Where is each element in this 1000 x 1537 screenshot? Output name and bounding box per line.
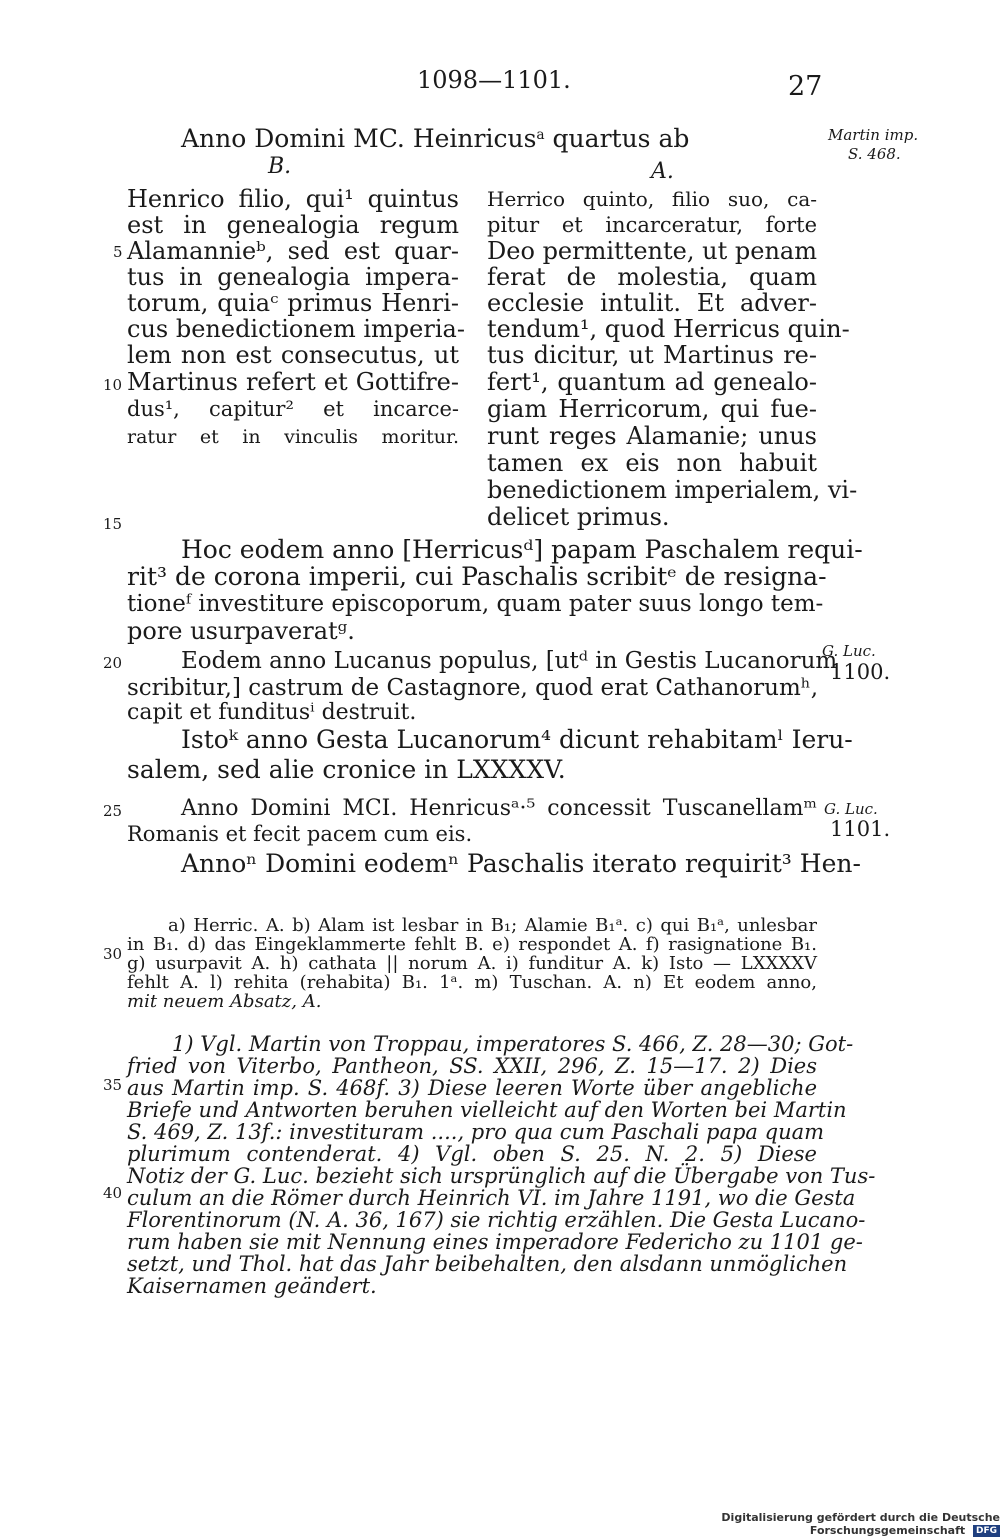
text-line: Hoc eodem anno [Herricusᵈ] papam Paschalem requi- xyxy=(181,535,863,564)
apparatus-line: in B₁. d) das Eingeklammerte fehlt B. e) respondet A. f) rasignatione B₁. xyxy=(127,934,817,955)
column-b-line: est in genealogia regum xyxy=(127,211,459,239)
text-line: tioneᶠ investiture episcoporum, quam pater suus longo tem- xyxy=(127,591,824,617)
footnote-line: rum haben sie mit Nennung eines imperadore Federicho zu 1101 ge- xyxy=(127,1230,863,1254)
text-line: Romanis et fecit pacem cum eis. xyxy=(127,822,473,846)
text-line: Eodem anno Lucanus populus, [utᵈ in Gestis Lucanorum xyxy=(181,648,838,674)
text-line: Anno Domini MCI. Henricusᵃ·⁵ concessit Tuscanellamᵐ xyxy=(181,796,817,821)
digitization-credit xyxy=(600,1511,1000,1537)
dfg-logo: DFG xyxy=(973,1525,1000,1537)
paragraph-anno-eodem: Annoⁿ Domini eodemⁿ Paschalis iterato requirit³ Hen- xyxy=(181,849,861,878)
column-a-line: delicet primus. xyxy=(487,503,670,531)
footnote-line: setzt, und Thol. hat das Jahr beibehalten, den alsdann unmöglichen xyxy=(127,1252,848,1276)
line-number: 35 xyxy=(103,1076,123,1094)
line-number: 15 xyxy=(103,515,123,533)
line-number: 30 xyxy=(103,945,123,963)
footnote-line: Florentinorum (N. A. 36, 167) sie richtig erzählen. Die Gesta Lucano- xyxy=(127,1208,866,1232)
column-b-line: dus¹, capitur² et incarce- xyxy=(127,397,459,421)
column-a-line: benedictionem imperialem, vi- xyxy=(487,476,858,504)
column-a-line: Herrico quinto, filio suo, ca- xyxy=(487,187,817,211)
column-a-line: giam Herricorum, qui fue- xyxy=(487,395,817,423)
footnote-line: Briefe und Antworten beruhen vielleicht auf den Worten bei Martin xyxy=(127,1098,847,1122)
column-b-line: cus benedictionem imperia- xyxy=(127,315,465,343)
column-a-line: pitur et incarceratur, forte xyxy=(487,213,817,237)
text-line: scribitur,] castrum de Castagnore, quod erat Cathanorumʰ, xyxy=(127,675,819,701)
entry-heading-mc: Anno Domini MC. Heinricus$^a$ quartus ab xyxy=(181,124,690,153)
text-line: capit et funditusⁱ destruit. xyxy=(127,700,417,725)
footnote-line: aus Martin imp. S. 468f. 3) Diese leeren Worte über angebliche xyxy=(127,1076,817,1100)
apparatus-line: g) usurpavit A. h) cathata || norum A. i) funditur A. k) Isto — LXXXXV xyxy=(127,953,817,974)
apparatus-line: fehlt A. l) rehita (rehabita) B₁. 1ᵃ. m) Tuschan. A. n) Et eodem anno, xyxy=(127,972,817,993)
digitization-credit-text: Digitalisierung gefördert durch die Deutsche Forschungsgemeinschaft xyxy=(721,1511,1000,1537)
footnote-line: culum an die Römer durch Heinrich VI. im Jahre 1191, wo die Gesta xyxy=(127,1186,856,1210)
footnote-line: plurimum contenderat. 4) Vgl. oben S. 25. N. 2. 5) Diese xyxy=(127,1142,817,1166)
margin-note-gluc-1-year: 1100. xyxy=(830,660,891,684)
footnote-line: 1) Vgl. Martin von Troppau, imperatores S. 466, Z. 28—30; Got- xyxy=(172,1032,854,1056)
column-a-line: tamen ex eis non habuit xyxy=(487,449,817,477)
line-number: 20 xyxy=(103,654,123,672)
column-a-line: tus dicitur, ut Martinus re- xyxy=(487,341,817,369)
page-number: 27 xyxy=(788,71,823,102)
column-a-line: ferat de molestia, quam xyxy=(487,263,817,291)
column-a-line: Deo permittente, ut penam xyxy=(487,237,817,265)
column-a-line: ecclesie intulit. Et adver- xyxy=(487,289,817,317)
text-line: salem, sed alie cronice in LXXXXV. xyxy=(127,755,566,784)
apparatus-line: a) Herric. A. b) Alam ist lesbar in B₁; Alamie B₁ᵃ. c) qui B₁ᵃ, unlesbar xyxy=(168,915,817,936)
apparatus-line: mit neuem Absatz, A. xyxy=(127,991,322,1012)
column-b-line: Martinus refert et Gottifre- xyxy=(127,368,459,396)
line-number: 40 xyxy=(103,1184,123,1202)
footnote-line: S. 469, Z. 13f.: investituram ...., pro qua cum Paschali papa quam xyxy=(127,1120,825,1144)
column-a-line: runt reges Alamanie; unus xyxy=(487,422,817,450)
column-a-heading: A. xyxy=(651,159,674,184)
footnote-line: fried von Viterbo, Pantheon, SS. XXII, 296, Z. 15—17. 2) Dies xyxy=(127,1054,817,1078)
column-b-line: Alamannieᵇ, sed est quar- xyxy=(127,237,459,265)
footnote-line: Notiz der G. Luc. bezieht sich ursprünglich auf die Übergabe von Tus- xyxy=(127,1164,876,1188)
footnote-line: Kaisernamen geändert. xyxy=(127,1274,377,1298)
column-b-line: ratur et in vinculis moritur. xyxy=(127,426,459,448)
margin-note-martin-page: S. 468. xyxy=(848,145,901,163)
text-line: rit³ de corona imperii, cui Paschalis scribitᵉ de resigna- xyxy=(127,562,827,591)
line-number: 25 xyxy=(103,802,123,820)
column-b-line: tus in genealogia impera- xyxy=(127,263,459,291)
column-b-line: lem non est consecutus, ut xyxy=(127,341,459,369)
margin-note-martin: Martin imp. xyxy=(828,126,919,144)
running-head-years: 1098—1101. xyxy=(417,66,571,94)
column-a-line: fert¹, quantum ad genealo- xyxy=(487,368,817,396)
text-line: pore usurpaveratᵍ. xyxy=(127,617,355,645)
column-b-heading: B. xyxy=(268,154,292,179)
column-b-line: Henrico filio, qui¹ quintus xyxy=(127,185,459,213)
margin-note-gluc-2-year: 1101. xyxy=(830,817,891,841)
column-b-line: torum, quiaᶜ primus Henri- xyxy=(127,289,459,317)
column-a-line: tendum¹, quod Herricus quin- xyxy=(487,315,850,343)
margin-note-gluc-1: G. Luc. xyxy=(822,642,876,660)
text-line: Istoᵏ anno Gesta Lucanorum⁴ dicunt rehabitamˡ Ieru- xyxy=(181,725,853,754)
line-number: 5 xyxy=(113,243,123,261)
margin-note-gluc-2: G. Luc. xyxy=(824,800,878,818)
line-number: 10 xyxy=(103,376,123,394)
